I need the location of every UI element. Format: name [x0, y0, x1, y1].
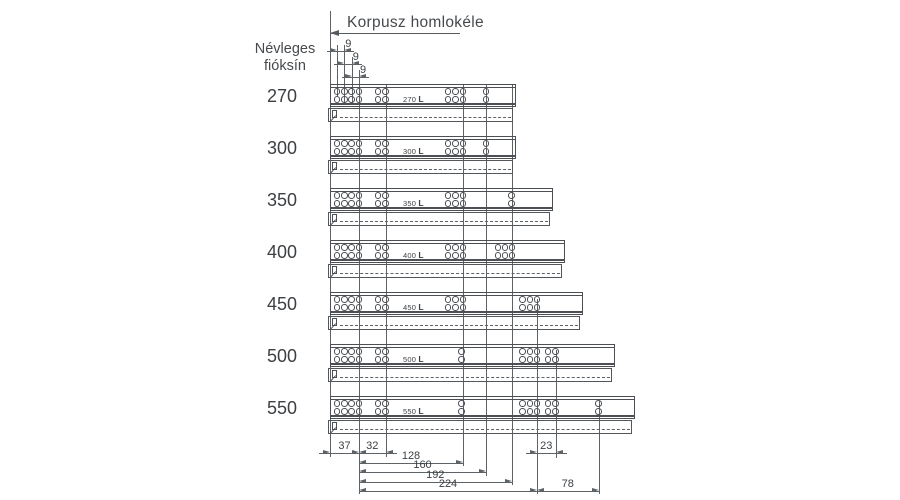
mounting-hole: [341, 252, 348, 259]
mounting-hole: [460, 148, 467, 155]
mounting-hole: [341, 304, 348, 311]
dimension-arrow-icon: [352, 450, 359, 454]
nominal-size-label: 300: [266, 138, 298, 158]
mounting-hole: [341, 244, 348, 251]
leader-arrow-left-icon: [330, 30, 339, 36]
mounting-hole: [552, 400, 559, 407]
mounting-hole: [334, 304, 341, 311]
mounting-hole: [445, 88, 452, 95]
dimension-value: 23: [540, 440, 553, 452]
mounting-hole: [382, 400, 389, 407]
mounting-hole: [375, 356, 382, 363]
mounting-hole: [452, 296, 459, 303]
rail-dashed-line: [340, 377, 610, 378]
mounting-hole: [341, 348, 348, 355]
mounting-hole: [348, 200, 355, 207]
slide-size-marking: 300 L: [403, 146, 424, 156]
mounting-hole: [460, 252, 467, 259]
mounting-hole: [341, 200, 348, 207]
mounting-hole: [595, 408, 602, 415]
slide-rail: [328, 264, 562, 278]
rail-dashed-line: [340, 221, 548, 222]
mounting-hole: [348, 140, 355, 147]
mounting-hole: [527, 408, 534, 415]
dimension-arrow-icon: [359, 488, 366, 492]
slide-body-bottom-line: [331, 259, 564, 261]
mounting-hole: [382, 244, 389, 251]
mounting-hole: [348, 148, 355, 155]
mounting-hole: [458, 400, 465, 407]
rail-dashed-line: [340, 273, 560, 274]
mounting-hole: [534, 348, 541, 355]
mounting-hole: [445, 296, 452, 303]
slide-body-bottom-line: [331, 207, 552, 209]
nominal-size-label: 270: [266, 86, 298, 106]
slide-body-bottom-line: [331, 415, 634, 417]
mounting-hole: [527, 348, 534, 355]
mounting-hole: [348, 408, 355, 415]
mounting-hole: [382, 96, 389, 103]
mounting-hole: [356, 96, 363, 103]
dimension-arrow-icon: [337, 61, 344, 65]
mounting-hole: [334, 148, 341, 155]
mounting-hole: [375, 192, 382, 199]
mounting-hole: [382, 348, 389, 355]
mounting-hole: [527, 304, 534, 311]
mounting-hole: [460, 200, 467, 207]
mounting-hole: [502, 244, 509, 251]
mounting-hole: [483, 96, 490, 103]
mounting-hole: [341, 88, 348, 95]
mounting-hole: [519, 356, 526, 363]
dimension-line: [359, 491, 537, 492]
mounting-hole: [348, 296, 355, 303]
nominal-size-label: 400: [266, 242, 298, 262]
dimension-value: 160: [413, 459, 432, 471]
mounting-hole: [452, 88, 459, 95]
mounting-hole: [458, 408, 465, 415]
mounting-hole: [356, 408, 363, 415]
mounting-hole: [356, 244, 363, 251]
mounting-hole: [341, 148, 348, 155]
mounting-hole: [341, 356, 348, 363]
mounting-hole: [375, 304, 382, 311]
mounting-hole: [382, 252, 389, 259]
slide-body-top-line: [331, 347, 614, 348]
left-axis-label-line2: fióksín: [264, 58, 306, 74]
slide-size-marking: 400 L: [403, 250, 424, 260]
mounting-hole: [356, 348, 363, 355]
rail-dashed-line: [340, 325, 578, 326]
left-axis-label: [240, 41, 330, 75]
mounting-hole: [334, 356, 341, 363]
rail-dashed-line: [340, 117, 511, 118]
mounting-hole: [460, 88, 467, 95]
mounting-hole: [348, 400, 355, 407]
mounting-hole: [445, 192, 452, 199]
mounting-hole: [334, 400, 341, 407]
slide-rail: [328, 368, 612, 382]
mounting-hole: [334, 200, 341, 207]
dimension-arrow-icon: [556, 450, 563, 454]
slide-rail: [328, 108, 513, 122]
mounting-hole: [382, 408, 389, 415]
mounting-hole: [382, 140, 389, 147]
mounting-hole: [334, 348, 341, 355]
mounting-hole: [375, 296, 382, 303]
dimension-arrow-icon: [530, 450, 537, 454]
mounting-hole: [375, 88, 382, 95]
mounting-hole: [341, 408, 348, 415]
mounting-hole: [356, 304, 363, 311]
mounting-hole: [348, 192, 355, 199]
mounting-hole: [356, 252, 363, 259]
dimension-arrow-icon: [537, 488, 544, 492]
mounting-hole: [375, 408, 382, 415]
mounting-hole: [334, 408, 341, 415]
mounting-hole: [458, 356, 465, 363]
mounting-hole: [334, 252, 341, 259]
mounting-hole: [375, 348, 382, 355]
mounting-hole: [348, 252, 355, 259]
mounting-hole: [348, 88, 355, 95]
mounting-hole: [348, 348, 355, 355]
mounting-hole: [341, 192, 348, 199]
mounting-hole: [445, 252, 452, 259]
slide-rail: [328, 420, 632, 434]
dimension-arrow-icon: [359, 479, 366, 483]
mounting-hole: [527, 400, 534, 407]
mounting-hole: [519, 400, 526, 407]
mounting-hole: [545, 400, 552, 407]
mounting-hole: [495, 252, 502, 259]
mounting-hole: [519, 304, 526, 311]
mounting-hole: [509, 244, 516, 251]
mounting-hole: [508, 192, 515, 199]
mounting-hole: [458, 348, 465, 355]
dimension-arrow-icon: [359, 469, 366, 473]
mounting-hole: [375, 96, 382, 103]
mounting-hole: [334, 88, 341, 95]
mounting-hole: [534, 304, 541, 311]
mounting-hole: [334, 244, 341, 251]
mounting-hole: [519, 408, 526, 415]
mounting-hole: [545, 348, 552, 355]
mounting-hole: [334, 296, 341, 303]
mounting-hole: [375, 140, 382, 147]
mounting-hole: [534, 356, 541, 363]
mounting-hole: [375, 400, 382, 407]
mounting-hole: [445, 140, 452, 147]
mounting-hole: [552, 348, 559, 355]
slide-size-marking: 350 L: [403, 198, 424, 208]
mounting-hole: [356, 140, 363, 147]
mounting-hole: [527, 356, 534, 363]
mounting-hole: [356, 296, 363, 303]
nominal-size-label: 450: [266, 294, 298, 314]
mounting-hole: [445, 148, 452, 155]
mounting-hole: [375, 148, 382, 155]
nominal-size-label: 550: [266, 398, 298, 418]
mounting-hole: [527, 296, 534, 303]
mounting-hole: [452, 192, 459, 199]
mounting-hole: [356, 88, 363, 95]
mounting-hole: [356, 356, 363, 363]
mounting-hole: [552, 356, 559, 363]
dimension-line: [359, 472, 486, 473]
mounting-hole: [348, 356, 355, 363]
guide-line: [330, 11, 331, 457]
dimension-line: [359, 482, 512, 483]
dimension-value: 9: [345, 38, 352, 50]
dimension-line: [537, 491, 599, 492]
mounting-hole: [460, 96, 467, 103]
slide-rail: [328, 160, 513, 174]
dimension-arrow-icon: [505, 479, 512, 483]
mounting-hole: [445, 304, 452, 311]
mounting-hole: [452, 140, 459, 147]
rail-dashed-line: [340, 169, 511, 170]
mounting-hole: [483, 148, 490, 155]
mounting-hole: [382, 296, 389, 303]
dimension-arrow-icon: [323, 450, 330, 454]
mounting-hole: [375, 200, 382, 207]
slide-size-marking: 270 L: [403, 94, 424, 104]
mounting-hole: [356, 200, 363, 207]
dimension-value: 224: [438, 477, 458, 490]
dimension-value: 78: [561, 477, 574, 490]
mounting-hole: [445, 200, 452, 207]
mounting-hole: [595, 400, 602, 407]
mounting-hole: [375, 252, 382, 259]
mounting-hole: [382, 356, 389, 363]
dimension-line: [359, 463, 463, 464]
dimension-arrow-icon: [592, 488, 599, 492]
slide-size-marking: 450 L: [403, 302, 424, 312]
dimension-arrow-icon: [330, 48, 337, 52]
mounting-hole: [382, 200, 389, 207]
dimension-arrow-icon: [456, 460, 463, 464]
diagram-title: Korpusz homlokéle: [347, 14, 484, 31]
mounting-hole: [341, 400, 348, 407]
mounting-hole: [382, 148, 389, 155]
mounting-hole: [334, 96, 341, 103]
mounting-hole: [519, 296, 526, 303]
mounting-hole: [348, 244, 355, 251]
mounting-hole: [502, 252, 509, 259]
mounting-hole: [452, 304, 459, 311]
mounting-hole: [534, 296, 541, 303]
slide-body-top-line: [331, 191, 552, 192]
dimension-arrow-icon: [530, 488, 537, 492]
slide-rail: [328, 212, 550, 226]
mounting-hole: [348, 96, 355, 103]
dimension-arrow-icon: [479, 469, 486, 473]
mounting-hole: [545, 408, 552, 415]
dimension-arrow-icon: [386, 450, 393, 454]
mounting-hole: [460, 140, 467, 147]
mounting-hole: [452, 252, 459, 259]
mounting-hole: [452, 148, 459, 155]
rail-dashed-line: [340, 429, 630, 430]
slide-body-bottom-line: [331, 311, 582, 313]
dimension-arrow-icon: [359, 460, 366, 464]
mounting-hole: [519, 348, 526, 355]
mounting-hole: [534, 408, 541, 415]
dimension-value: 9: [360, 64, 367, 76]
mounting-hole: [460, 296, 467, 303]
slide-body-bottom-line: [331, 363, 614, 365]
mounting-hole: [452, 200, 459, 207]
mounting-hole: [356, 192, 363, 199]
mounting-hole: [334, 140, 341, 147]
mounting-hole: [460, 304, 467, 311]
slide-size-marking: 500 L: [403, 354, 424, 364]
slide-rail: [328, 316, 580, 330]
mounting-hole: [452, 96, 459, 103]
mounting-hole: [348, 304, 355, 311]
mounting-hole: [382, 88, 389, 95]
front-edge-leader-line: [330, 33, 460, 34]
slide-size-marking: 550 L: [403, 406, 424, 416]
dimension-value: 32: [366, 440, 379, 452]
mounting-hole: [445, 244, 452, 251]
mounting-hole: [452, 244, 459, 251]
mounting-hole: [460, 192, 467, 199]
mounting-hole: [382, 304, 389, 311]
mounting-hole: [483, 140, 490, 147]
mounting-hole: [545, 356, 552, 363]
mounting-hole: [341, 296, 348, 303]
mounting-hole: [356, 400, 363, 407]
mounting-hole: [356, 148, 363, 155]
dimension-arrow-icon: [345, 74, 352, 78]
mounting-hole: [341, 140, 348, 147]
mounting-hole: [483, 88, 490, 95]
left-axis-label-line1: Névleges: [254, 41, 316, 57]
dimension-value: 37: [338, 440, 351, 452]
mounting-hole: [495, 244, 502, 251]
mounting-hole: [460, 244, 467, 251]
nominal-size-label: 500: [266, 346, 298, 366]
mounting-hole: [341, 96, 348, 103]
dimension-value: 9: [352, 51, 359, 63]
mounting-hole: [375, 244, 382, 251]
mounting-hole: [509, 252, 516, 259]
dimension-value: 128: [401, 449, 421, 462]
mounting-hole: [445, 96, 452, 103]
nominal-size-label: 350: [266, 190, 298, 210]
mounting-hole: [382, 192, 389, 199]
dimension-value: 192: [426, 468, 445, 481]
mounting-hole: [534, 400, 541, 407]
mounting-hole: [552, 408, 559, 415]
mounting-hole: [334, 192, 341, 199]
mounting-hole: [508, 200, 515, 207]
